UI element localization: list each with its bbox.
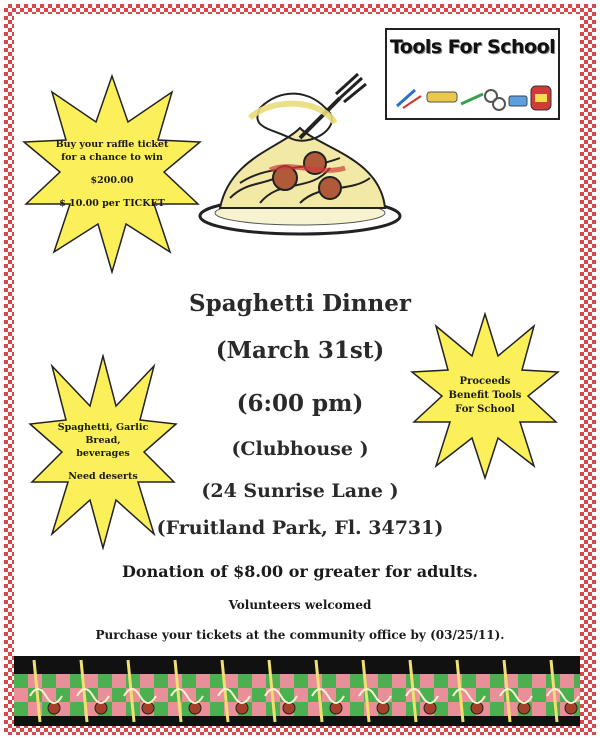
menu-line4: Need deserts: [68, 471, 138, 482]
menu-line2: Bread,: [85, 435, 121, 446]
event-title: Spaghetti Dinner: [189, 290, 411, 317]
menu-line3: beverages: [76, 448, 130, 459]
event-address: (24 Sunrise Lane ): [201, 480, 399, 502]
raffle-burst: [22, 74, 202, 274]
event-time: (6:00 pm): [236, 390, 364, 417]
raffle-price: $ 10.00 per TICKET: [59, 198, 165, 209]
volunteers-text: Volunteers welcomed: [228, 598, 372, 612]
school-supplies-icon: [393, 80, 555, 116]
decorative-footer: [14, 656, 580, 726]
raffle-prize: $200.00: [90, 175, 134, 186]
proceeds-line1: Proceeds: [459, 376, 511, 387]
event-date: (March 31st): [215, 337, 385, 364]
menu-line1: Spaghetti, Garlic: [57, 422, 149, 433]
donation-text: Donation of $8.00 or greater for adults.: [122, 562, 478, 581]
purchase-text: Purchase your tickets at the community office by (03/25/11).: [95, 628, 505, 642]
logo-title: Tools For School: [389, 36, 556, 58]
spaghetti-plate-icon: [190, 68, 410, 238]
raffle-line1: Buy your raffle ticket: [55, 139, 169, 150]
proceeds-line2: Benefit Tools: [448, 390, 522, 401]
tools-for-school-logo: [385, 28, 560, 120]
event-venue: (Clubhouse ): [231, 438, 369, 460]
event-city: (Fruitland Park, Fl. 34731): [156, 517, 444, 539]
raffle-line2: for a chance to win: [61, 152, 163, 163]
pasta-pattern-icon: [14, 656, 580, 726]
proceeds-line3: For School: [455, 404, 515, 415]
